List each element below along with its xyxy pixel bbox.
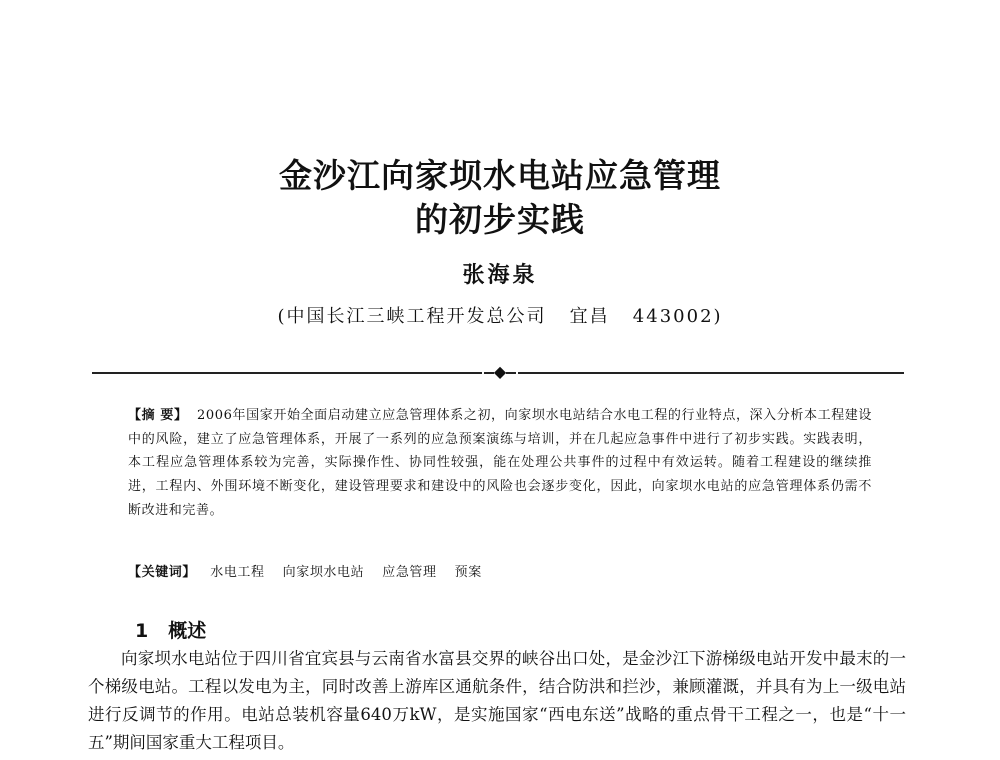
keyword-item: 向家坝水电站	[282, 565, 365, 580]
abstract	[128, 404, 872, 523]
author-name: 张海泉	[462, 262, 538, 288]
keywords-label: 【关键词】	[128, 565, 197, 580]
keyword-item: 水电工程	[210, 565, 265, 580]
paper-title-line-2: 的初步实践	[415, 200, 585, 239]
author-affiliation: (中国长江三峡工程开发总公司 宜昌 443002)	[277, 306, 723, 327]
keyword-item: 预案	[454, 565, 482, 580]
abstract-text: 2006年国家开始全面启动建立应急管理体系之初，向家坝水电站结合水电工程的行业特点，深入分析本工程建设中的风险，建立了应急管理体系，开展了一系列的应急预案演练与培训，并在几起应急事件中进行了初步实践。实践表明，本工程应急管理体系较为完善，实际操作性、协同性较强，能在处理公共事件的过程中有效运转。随着工程建设的继续推进，工程内、外围环境不断变化，建设管理要求和建设中的风险也会逐步变化，因此，向家坝水电站的应急管理体系仍需不断改进和完善。	[128, 408, 873, 518]
abstract-label: 【摘 要】	[128, 408, 188, 423]
section-title: 概述	[168, 620, 207, 642]
keyword-item: 应急管理	[382, 565, 437, 580]
paper-title-line-1: 金沙江向家坝水电站应急管理	[279, 156, 721, 195]
section-heading	[135, 616, 206, 643]
divider-ornament-icon: ◆	[482, 360, 518, 384]
section-body-paragraph: 向家坝水电站位于四川省宜宾县与云南省水富县交界的峡谷出口处，是金沙江下游梯级电站开发中最末的一个梯级电站。工程以发电为主，同时改善上游库区通航条件，结合防洪和拦沙，兼顾灌溉，并具有为上一级电站进行反调节的作用。电站总装机容量640万kW，是实施国家“西电东送”战略的重点骨干工程之一，也是“十一五”期间国家重大工程项目。	[88, 649, 906, 752]
keywords	[128, 562, 872, 584]
section-number: 1	[135, 620, 149, 642]
